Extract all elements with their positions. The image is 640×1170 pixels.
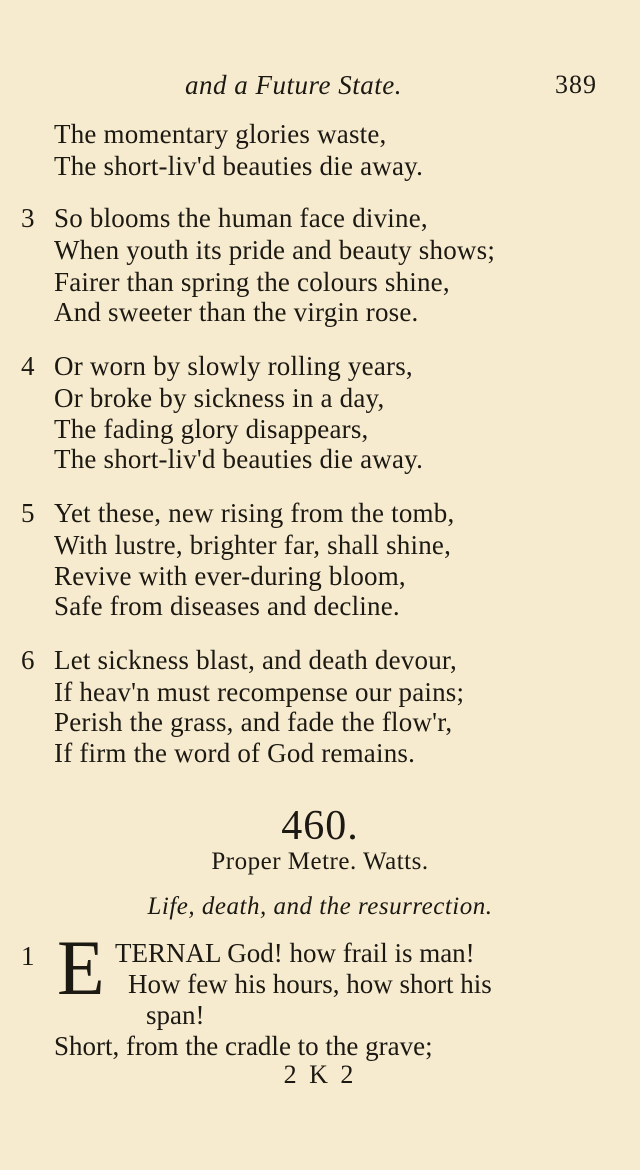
- verse-number: 4: [21, 351, 35, 381]
- verse-line: Short, from the cradle to the grave;: [54, 1031, 433, 1061]
- verse-line: Yet these, new rising from the tomb,: [54, 498, 455, 528]
- verse-number: 3: [21, 203, 35, 233]
- verse-line: span!: [146, 1000, 205, 1030]
- hymn-number: 460.: [281, 803, 359, 849]
- verse-line: Or broke by sickness in a day,: [54, 383, 385, 413]
- running-title: and a Future State.: [185, 70, 402, 100]
- verse-line: If firm the word of God remains.: [54, 738, 416, 768]
- signature-mark: 2 K 2: [283, 1060, 357, 1089]
- verse-line: The momentary glories waste,: [54, 119, 387, 149]
- verse-line: TERNAL God! how frail is man!: [115, 938, 475, 968]
- drop-cap: E: [57, 924, 105, 1011]
- page-number: 389: [555, 70, 597, 99]
- verse-number: 5: [21, 498, 35, 528]
- verse-line: If heav'n must recompense our pains;: [54, 677, 465, 707]
- verse-line: The short-liv'd beauties die away.: [54, 151, 424, 181]
- running-head: [0, 70, 640, 106]
- verse-line: So blooms the human face divine,: [54, 203, 428, 233]
- verse-line: Revive with ever-during bloom,: [54, 561, 406, 591]
- verse-line: How few his hours, how short his: [128, 969, 492, 999]
- verse-line: When youth its pride and beauty shows;: [54, 235, 496, 265]
- verse-line: Let sickness blast, and death devour,: [54, 645, 457, 675]
- verse-line: Safe from diseases and decline.: [54, 591, 400, 621]
- verse-line: With lustre, brighter far, shall shine,: [54, 530, 452, 560]
- verse-line: Perish the grass, and fade the flow'r,: [54, 707, 453, 737]
- verse-line: Or worn by slowly rolling years,: [54, 351, 413, 381]
- verse-number: 6: [21, 645, 35, 675]
- hymn-metre: Proper Metre. Watts.: [211, 848, 429, 875]
- verse-line: The fading glory disappears,: [54, 414, 369, 444]
- verse-number: 1: [21, 941, 35, 971]
- hymn-subject: Life, death, and the resurrection.: [147, 893, 493, 920]
- verse-line: And sweeter than the virgin rose.: [54, 297, 419, 327]
- verse-line: The short-liv'd beauties die away.: [54, 444, 424, 474]
- verse-line: Fairer than spring the colours shine,: [54, 267, 450, 297]
